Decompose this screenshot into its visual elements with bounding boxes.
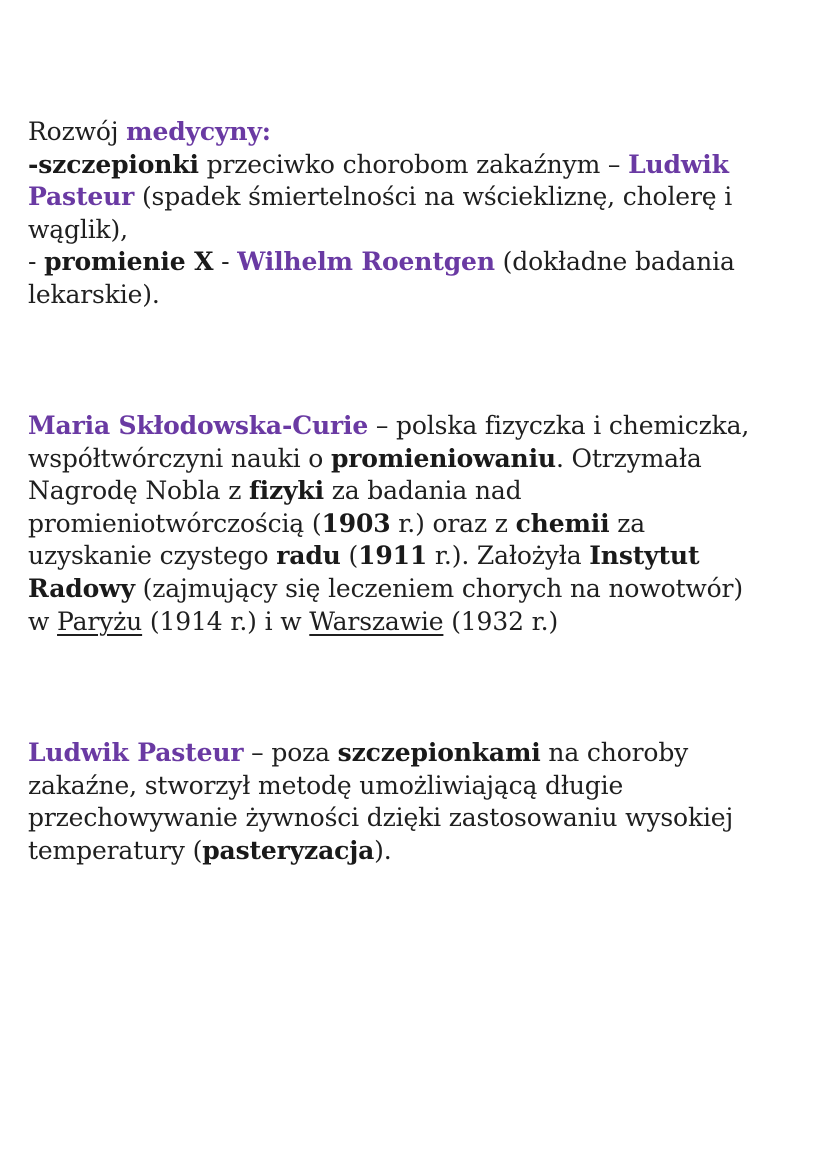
highlighted-term: Maria Skłodowska-Curie bbox=[28, 411, 369, 440]
text-line bbox=[28, 443, 798, 476]
bold-term: 1903 bbox=[321, 508, 391, 538]
text-segment: zakaźne, stworzył metodę umożliwiającą długie bbox=[28, 770, 624, 800]
text-line bbox=[28, 835, 798, 868]
text-line bbox=[28, 770, 798, 803]
text-line bbox=[28, 149, 798, 182]
bold-term: pasteryzacja bbox=[202, 835, 375, 865]
bold-term: fizyki bbox=[249, 476, 324, 506]
text-segment: współtwórczyni nauki o bbox=[28, 443, 331, 473]
text-segment: – polska fizyczka i chemiczka, bbox=[368, 411, 750, 440]
text-segment: na choroby bbox=[540, 738, 689, 767]
text-line bbox=[28, 246, 798, 279]
text-line bbox=[28, 606, 798, 639]
paragraph-ludwik-pasteur bbox=[28, 737, 798, 867]
bold-term: 1911 bbox=[358, 541, 428, 571]
text-line bbox=[28, 181, 798, 214]
text-segment: - bbox=[28, 247, 45, 277]
highlighted-term: medycyny: bbox=[126, 117, 271, 146]
text-segment: (1932 r.) bbox=[443, 606, 559, 636]
bold-term: -szczepionki bbox=[28, 149, 199, 179]
text-segment: uzyskanie czystego bbox=[28, 541, 277, 571]
text-segment: – poza bbox=[243, 738, 338, 767]
text-line bbox=[28, 540, 798, 573]
text-segment: . Otrzymała bbox=[555, 443, 702, 473]
highlighted-term: Ludwik bbox=[628, 149, 729, 179]
bold-term: Radowy bbox=[28, 573, 135, 603]
text-segment: za bbox=[609, 508, 646, 538]
bold-term: promieniowaniu bbox=[330, 443, 556, 473]
text-line bbox=[28, 410, 798, 443]
text-segment: r.). Założyła bbox=[427, 541, 590, 571]
text-line bbox=[28, 475, 798, 508]
text-segment: przeciwko chorobom zakaźnym – bbox=[198, 149, 629, 179]
text-segment: r.) oraz z bbox=[390, 508, 516, 538]
text-segment: wąglik), bbox=[28, 214, 128, 244]
paragraph-maria-sklodowska-curie bbox=[28, 410, 798, 638]
text-line bbox=[28, 116, 798, 149]
text-line bbox=[28, 802, 798, 835]
bold-term: szczepionkami bbox=[337, 738, 541, 767]
text-segment: (1914 r.) i w bbox=[142, 606, 310, 636]
text-segment: (spadek śmiertelności na wściekliznę, cholerę i bbox=[134, 182, 733, 212]
text-segment: (dokładne badania bbox=[494, 247, 735, 277]
text-segment: przechowywanie żywności dzięki zastosowaniu wysokiej bbox=[28, 803, 734, 833]
text-segment: temperatury ( bbox=[28, 835, 203, 865]
text-segment: ( bbox=[340, 541, 359, 571]
text-segment: za badania nad bbox=[323, 476, 522, 506]
paragraph-medicine-development bbox=[28, 116, 798, 312]
bold-term: promienie X bbox=[44, 247, 214, 277]
bold-term: chemii bbox=[515, 508, 610, 538]
text-line bbox=[28, 737, 798, 770]
text-segment: promieniotwórczością ( bbox=[28, 508, 322, 538]
text-segment: w bbox=[28, 606, 58, 636]
underlined-term: Warszawie bbox=[309, 606, 444, 636]
text-segment: Rozwój bbox=[28, 117, 127, 146]
highlighted-term: Wilhelm Roentgen bbox=[237, 247, 495, 277]
text-line bbox=[28, 214, 798, 247]
bold-term: radu bbox=[276, 541, 341, 571]
highlighted-term: Ludwik Pasteur bbox=[28, 738, 244, 767]
text-segment: (zajmujący się leczeniem chorych na nowotwór) bbox=[134, 573, 743, 603]
text-segment: ). bbox=[374, 835, 392, 865]
underlined-term: Paryżu bbox=[57, 606, 143, 636]
text-segment: - bbox=[213, 247, 238, 277]
bold-term: Instytut bbox=[589, 541, 700, 571]
highlighted-term: Pasteur bbox=[28, 182, 135, 212]
text-line bbox=[28, 573, 798, 606]
text-segment: lekarskie). bbox=[28, 279, 160, 309]
text-segment: Nagrodę Nobla z bbox=[28, 476, 250, 506]
text-line bbox=[28, 508, 798, 541]
text-line bbox=[28, 279, 798, 312]
